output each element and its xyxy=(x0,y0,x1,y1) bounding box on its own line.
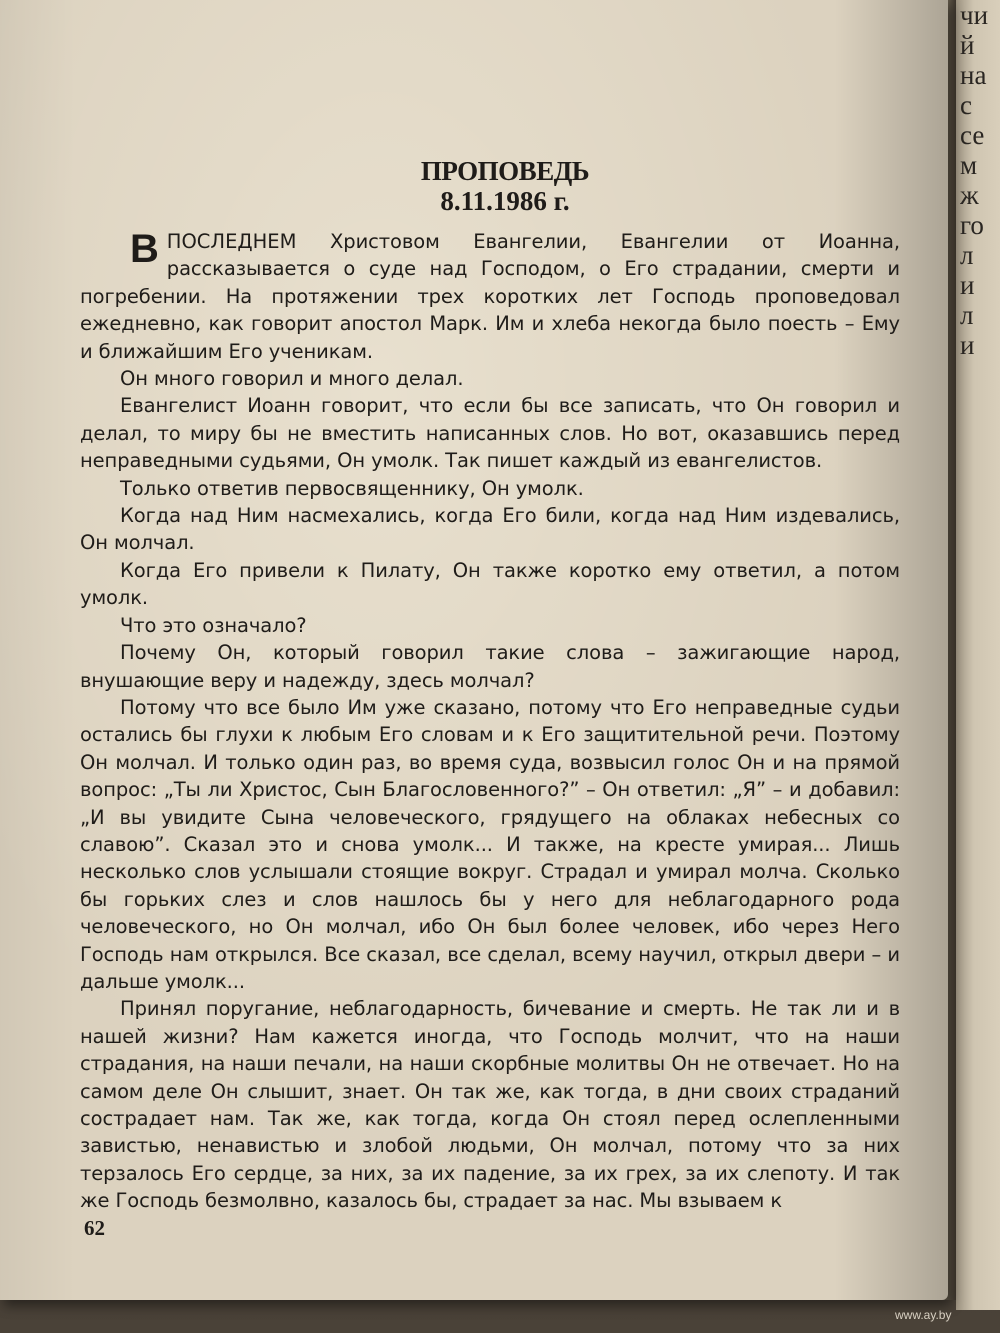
paragraph: Только ответив первосвященнику, Он умолк. xyxy=(120,476,584,500)
paragraph: Почему Он, который говорил такие слова – зажигающие народ, внушающие веру и надежду, здесь молчал? xyxy=(80,641,900,692)
facing-page-text-fragment: чи й на с се м ж го л и л и xyxy=(960,0,989,360)
paragraph: Когда над Ним насмехались, когда Его били, когда над Ним издевались, Он молчал. xyxy=(80,504,900,555)
paragraph: Принял поругание, неблагодарность, бичевание и смерть. Не так ли и в нашей жизни? Нам кажется иногда, что Господь молчит, что на наши страдания, на наши печали, на наши скорбные молитвы Он не отвечает. Но на самом деле Он слышит, знает. Он так же, как тогда, в дни своих страданий сострадает нам. Так же, как тогда, когда Он стоял перед ослепленными завистью, ненавистью и злобой людьми, Он молчал, потому что за них терзалось Его сердце, за них, за их падение, за их грех, за их слепоту. И так же Господь безмолвно, казалось бы, страдает за нас. Мы взываем к xyxy=(80,997,900,1213)
page-text-block xyxy=(80,20,900,1215)
first-paragraph-text: Христовом Евангелии, Евангелии от Иоанна, рассказывается о суде над Господом, о Его страдании, смерти и погребении. На протяжении трех коротких лет Господь проповедовал ежедневно, как говорит апостол Марк. Им и хлеба некогда было поесть – Ему и ближайшим Его ученикам. xyxy=(80,230,900,363)
watermark: www.ay.by xyxy=(895,1308,952,1322)
page-number: 62 xyxy=(84,1216,105,1240)
sermon-date: 8.11.1986 г. xyxy=(440,186,570,216)
paragraph: Когда Его привели к Пилату, Он также коротко ему ответил, а потом умолк. xyxy=(80,558,900,610)
sermon-title: ПРОПОВЕДЬ xyxy=(420,156,590,186)
paragraph: Он много говорил и много делал. xyxy=(120,367,464,391)
paragraph: Что это означало? xyxy=(120,613,307,637)
first-paragraph xyxy=(80,228,900,365)
paragraph: Евангелист Иоанн говорит, что если бы все записать, что Он говорил и делал, то миру бы не вместить написанных слов. Но вот, оказавшись перед неправедными судьями, Он умолк. Так пишет каждый из евангелистов. xyxy=(80,394,900,473)
drop-cap: В xyxy=(130,227,159,271)
lead-word: ПОСЛЕДНЕМ xyxy=(166,230,297,253)
paragraph: Потому что все было Им уже сказано, потому что Его неправедные судьи остались бы глухи к любым Его словам и к Его защитительной речи. Поэтому Он молчал. И только один раз, во время суда, возвысил голос Он и на прямой вопрос: „Ты ли Христос, Сын Благословенного?” – Он ответил: „Я” – и добавил: „И вы увидите Сына человеческого, грядущего на облаках небесных со славою”. Сказал это и снова умолк... И также, на кресте умирая... Лишь несколько слов услышали стоящие вокруг. Страдал и умирал молча. Сколько бы горьких слез и слов нашлось бы у него для неблагодарного рода человеческого, но Он молчал, ибо Он был более человек, ибо через Него Господь нам открылся. Все сказал, все сделал, всему научил, открыл двери – и дальше умолк... xyxy=(80,695,900,993)
